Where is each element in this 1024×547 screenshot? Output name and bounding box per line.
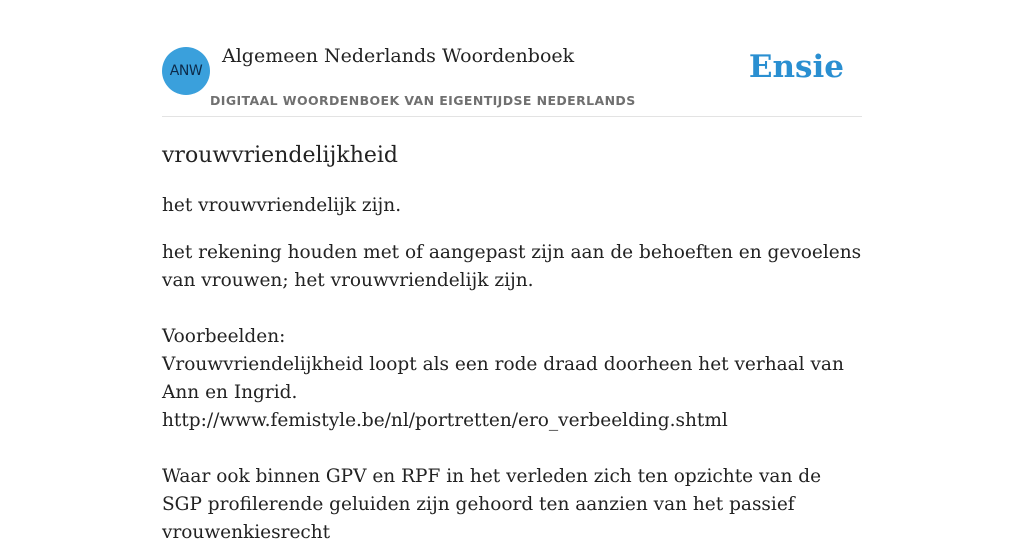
example-text: Waar ook binnen GPV en RPF in het verleden zich ten opzichte van de SGP profilerende geluiden zijn gehoord ten aanzien van het passief vrouwenkiesrecht — [162, 466, 822, 543]
long-definition: het rekening houden met of aangepast zijn aan de behoeften en gevoelens van vrouwen; het vrouwvriendelijk zijn. — [162, 242, 862, 291]
entry-content — [162, 142, 862, 547]
short-definition: het vrouwvriendelijk zijn. — [162, 195, 402, 216]
anw-logo[interactable]: ANW — [162, 47, 210, 95]
headword: vrouwvriendelijkheid — [162, 143, 398, 168]
examples-label: Voorbeelden: — [162, 326, 286, 347]
example-item — [162, 463, 862, 547]
site-subtitle: DIGITAAL WOORDENBOEK VAN EIGENTIJDSE NEDERLANDS — [210, 93, 636, 108]
site-header — [162, 0, 862, 117]
site-title[interactable]: Algemeen Nederlands Woordenboek — [222, 45, 575, 67]
main-container — [162, 0, 862, 547]
examples-section — [162, 323, 862, 435]
example-text: Vrouwvriendelijkheid loopt als een rode draad doorheen het verhaal van Ann en Ingrid. — [162, 354, 844, 403]
example-source: http://www.femistyle.be/nl/portretten/ero_verbeelding.shtml — [162, 410, 728, 431]
ensie-brand-logo[interactable]: Ensie — [748, 49, 844, 85]
